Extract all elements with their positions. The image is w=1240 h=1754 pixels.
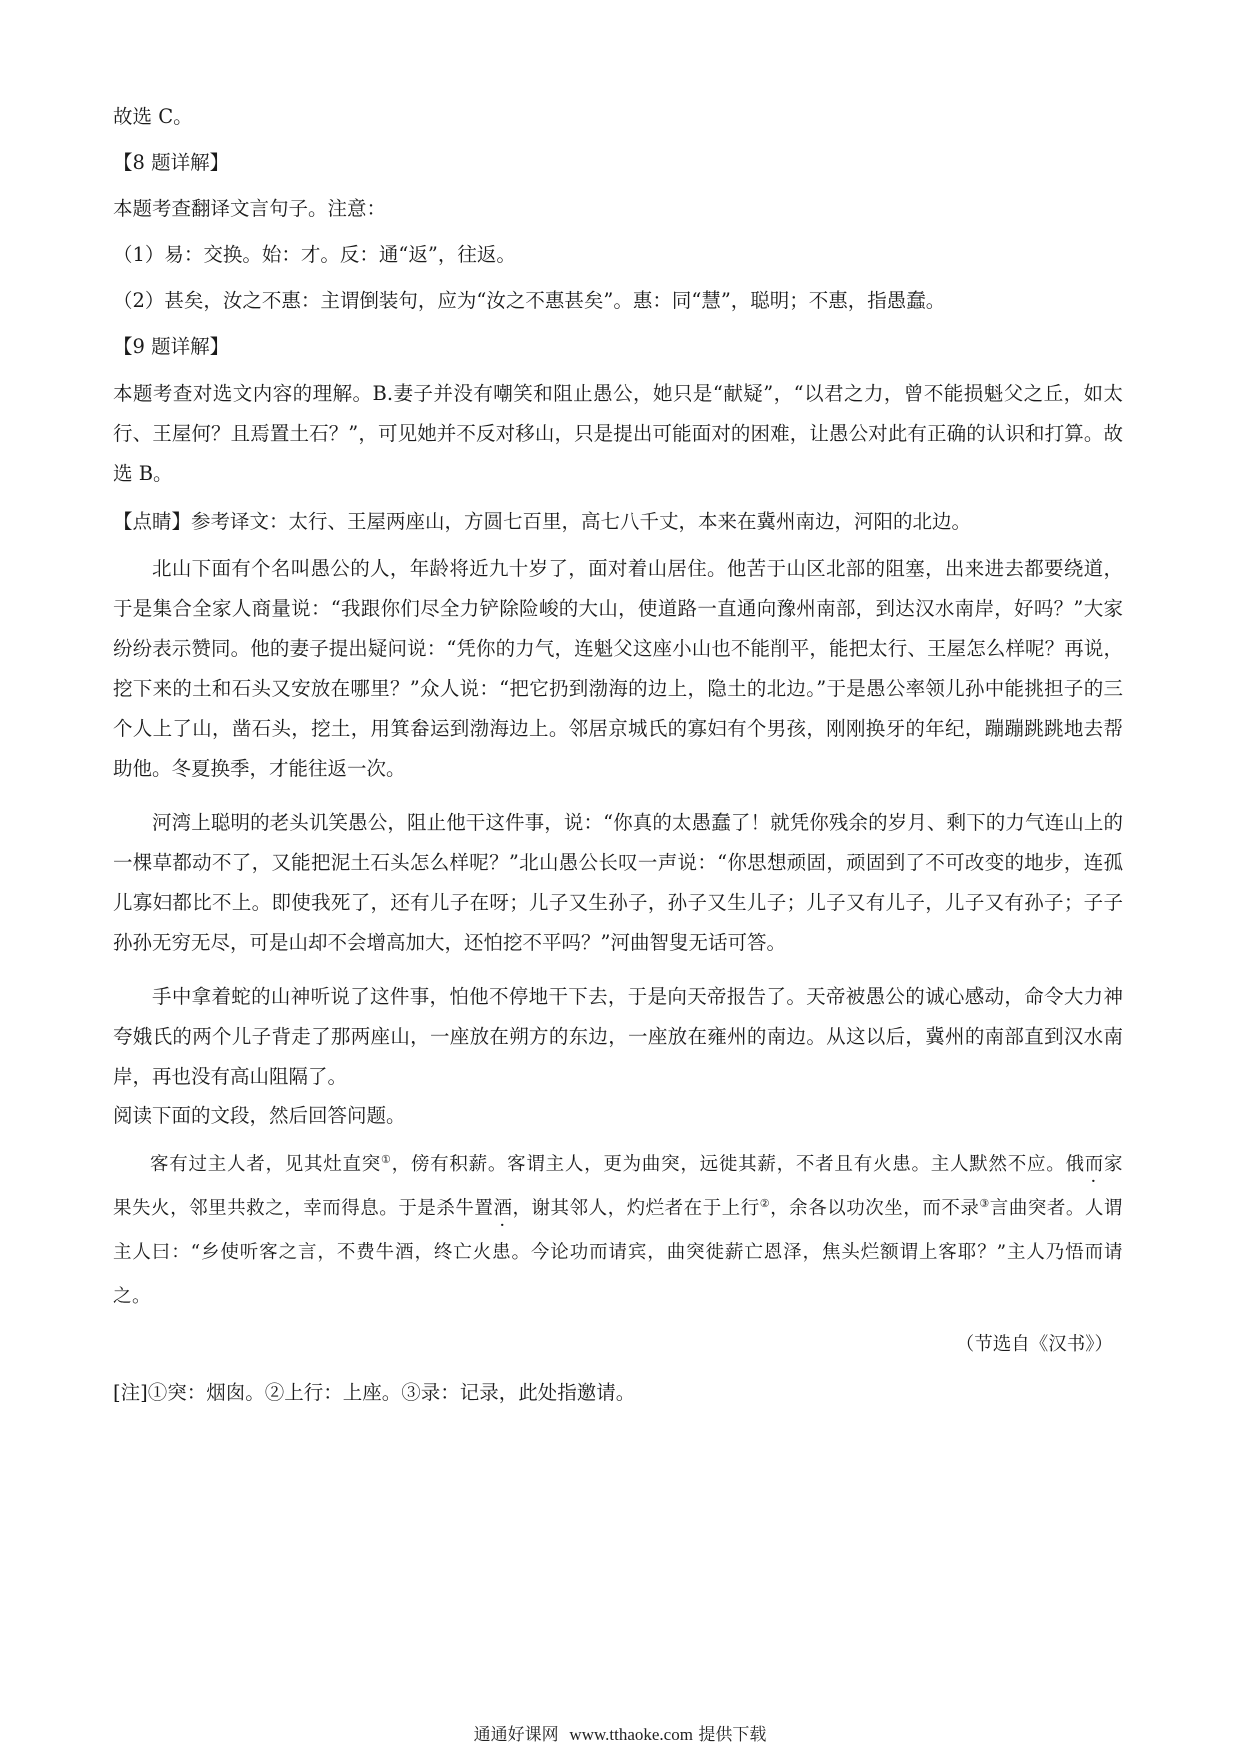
passage-source: （节选自《汉书》）	[955, 1334, 1113, 1355]
classical-passage	[113, 1143, 1123, 1319]
footer-site-name: 通通好课网	[473, 1725, 559, 1745]
passage-segment: 客有过主人者，见其灶直突	[150, 1154, 382, 1175]
q9-body: 本题考查对选文内容的理解。B.妻子并没有嘲笑和阻止愚公，她只是“献疑”，“以君之力，曾不能损魁父之丘，如太行、王屋何？且焉置土石？”，可见她并不反对移山，只是提出可能面对的困难，让愚公对此有正确的认识和打算。故选 B。	[113, 382, 1123, 485]
document-page	[113, 98, 1123, 1411]
footnote-marker-1: ①	[381, 1152, 392, 1166]
q7-conclusion: 故选 C。	[113, 105, 193, 128]
footnote-marker-2: ②	[759, 1196, 771, 1210]
q9-heading: 【9 题详解】	[113, 335, 230, 358]
passage-segment: ，余各以功次坐，而不录	[770, 1198, 980, 1219]
q8-point-1: （1）易：交换。始：才。反：通“返”，往返。	[113, 243, 516, 266]
emphasized-char-e: 俄	[1065, 1154, 1085, 1175]
translation-paragraph-3: 手中拿着蛇的山神听说了这件事，怕他不停地干下去，于是向天帝报告了。天帝被愚公的诚心感动，命令大力神夸娥氏的两个儿子背走了那两座山，一座放在朔方的东边，一座放在雍州的南边。从这以后，冀州的南部直到汉水南岸，再也没有高山阻隔了。	[113, 985, 1123, 1088]
passage-notes: [注]①突：烟囱。②上行：上座。③录：记录，此处指邀请。	[113, 1381, 636, 1404]
passage-segment: 而家果失火，邻里共救之，幸而得息。于是杀牛	[113, 1154, 1123, 1219]
footer-domain: www.tthaoke.com	[569, 1725, 693, 1744]
q8-intro: 本题考查翻译文言句子。注意：	[113, 197, 387, 220]
translation-paragraph-1: 北山下面有个名叫愚公的人，年龄将近九十岁了，面对着山居住。他苦于山区北部的阻塞，出来进去都要绕道，于是集合全家人商量说：“我跟你们尽全力铲除险峻的大山，使道路一直通向豫州南部，到达汉水南岸，好吗？”大家纷纷表示赞同。他的妻子提出疑问说：“凭你的力气，连魁父这座小山也不能削平，能把太行、王屋怎么样呢？再说，挖下来的土和石头又安放在哪里？”众人说：“把它扔到渤海的边上，隐土的北边。”于是愚公率领儿孙中能挑担子的三个人上了山，凿石头，挖土，用箕畚运到渤海边上。邻居京城氏的寡妇有个男孩，刚刚换牙的年纪，蹦蹦跳跳地去帮助他。冬夏换季，才能往返一次。	[113, 557, 1123, 780]
footnote-marker-3: ③	[979, 1196, 990, 1210]
footer-suffix: 提供下载	[698, 1725, 767, 1745]
q8-point-2: （2）甚矣，汝之不惠：主谓倒装句，应为“汝之不惠甚矣”。惠：同“慧”，聪明；不惠，指愚蠢。	[113, 289, 946, 312]
translation-paragraph-2: 河湾上聪明的老头讥笑愚公，阻止他干这件事，说：“你真的太愚蠢了！就凭你残余的岁月、剩下的力气连山上的一棵草都动不了，又能把泥土石头怎么样呢？”北山愚公长叹一声说：“你思想顽固，顽固到了不可改变的地步，连孤儿寡妇都比不上。即使我死了，还有儿子在呀；儿子又生孙子，孙子又生儿子；儿子又有儿子，儿子又有孙子；子子孙孙无穷无尽，可是山却不会增高加大，还怕挖不平吗？”河曲智叟无话可答。	[113, 811, 1123, 954]
emphasized-char-zhi: 置	[474, 1198, 494, 1219]
passage-segment: 言曲突者。人谓主人曰：“乡使听客之言，不费牛酒，终亡火患。今论功而请宾，曲突徙薪亡恩泽，焦头烂额谓上客耶？”主人乃悟而请之。	[113, 1198, 1123, 1307]
passage-segment: ，傍有积薪。客谓主人，更为曲突，远徙其薪，不者且有火患。主人默然不应。	[391, 1154, 1066, 1175]
reading-instruction: 阅读下面的文段，然后回答问题。	[113, 1104, 406, 1127]
translation-intro: 【点睛】参考译文：太行、王屋两座山，方圆七百里，高七八千丈，本来在冀州南边，河阳的北边。	[113, 510, 972, 533]
q8-heading: 【8 题详解】	[113, 151, 230, 174]
page-footer	[0, 1720, 1240, 1745]
passage-segment: 酒，谢其邻人，灼烂者在于上行	[493, 1198, 760, 1219]
